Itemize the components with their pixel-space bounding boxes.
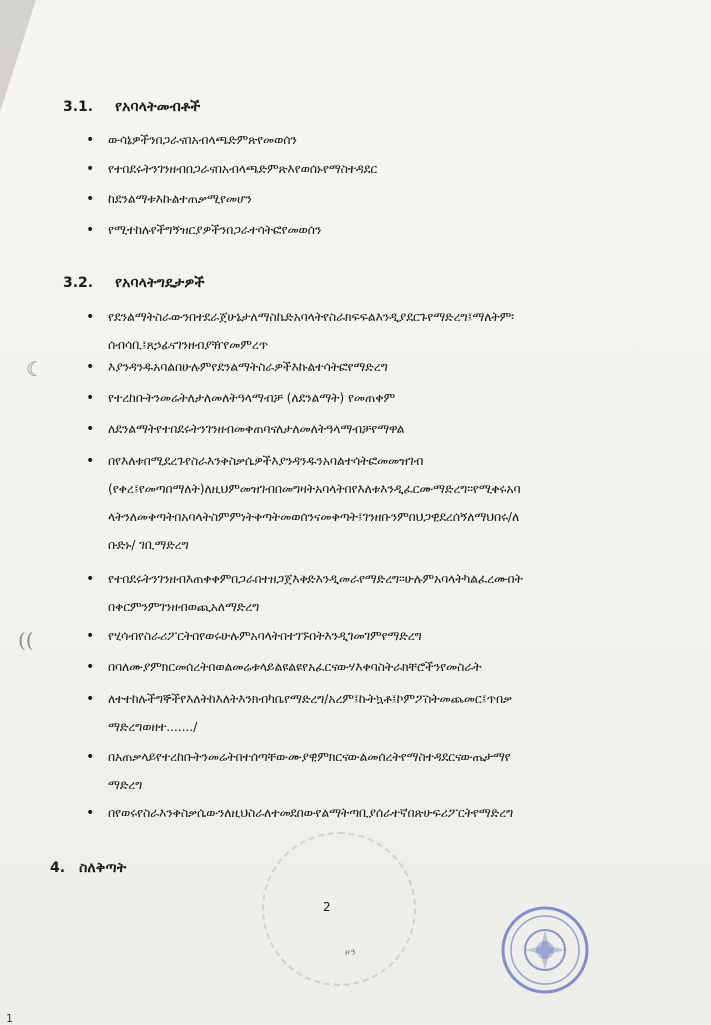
duties-list-item — [108, 303, 648, 359]
section-3-1-heading — [63, 99, 200, 115]
duties-list-item-line: • በየወሩየስራእንቅስቃሴውንለዚህስራለተመደበውየልማትጣቢያሰራተኛበጽሁፍሪፖርትየማድረግ — [108, 805, 514, 820]
section-number: 4. — [50, 860, 66, 876]
duties-list-item-line: • የሂሳብየስራሪፖርትበየወሩሁሉምአባላትበተገኙበትእንዲገመገምየማድረግ — [108, 628, 422, 643]
duties-list-item-line: • በአጠቃላይየተረከቡትንመሬትበተሰጣቸውሙያዊምክርናውልመሰረትየማስተዳደርናውጤታማየ — [108, 749, 511, 764]
faint-stamp — [262, 832, 416, 986]
section-number: 3.1. — [63, 99, 94, 115]
duties-list-item — [108, 447, 648, 559]
duties-list-item-line: • በባለሙያምክርመሰረትበወልመሬቱላይልዩልዩየአፈርናውሃእቀባስትራክቸሮችንየመስራት — [108, 659, 482, 674]
rights-list-item: • ውሳኔዎችንበጋራናበአብላጫድምጽየመወሰን — [108, 126, 648, 154]
faint-stamp-text: ዞን — [345, 948, 357, 958]
duties-list-item-line: • ለደንልማትየተበደሩትንገንዘብመቀጠባናለታለመለትዓላማብቻየማዋል — [108, 421, 405, 436]
duties-list-item — [108, 622, 648, 650]
duties-list-item-line: ማድረግ — [108, 777, 143, 792]
section-number: 3.2. — [63, 275, 94, 291]
duties-list-item — [108, 799, 648, 827]
duties-list-item-line: • የተበደሩትንገንዘብእጠቀቀምበጋራበተዘጋጀእቅድእንዲመራየማድረግ።ሁሉምአባላትካልፈረሙበት — [108, 571, 523, 586]
duties-list-item-line: ላትንለመቅጣትበአባላትስምምነትቅጣትመወሰንናመቅጣት፤ገንዘቡንምበህጋዊደረሰኝለማህበሩ/ለ — [108, 509, 520, 524]
margin-mark: ☾ — [26, 357, 44, 381]
margin-mark: (( — [18, 628, 34, 652]
rights-list-item: • የተበደሩትንገንዘብበጋራናበአብላጫድምጽእየወሰኑየማስተዳደር — [108, 155, 648, 183]
section-3-2-heading — [63, 275, 205, 291]
duties-list-item-line: በቀርምንምገንዘብወጪአለማድረግ — [108, 599, 260, 614]
section-title: የአባላትግዴታዎች — [115, 275, 205, 291]
rights-list-item: • የሚተከሉየችግኝዝርያዎችንበጋራተሳትፎየመወሰን — [108, 216, 648, 244]
section-title: የአባላትመብቶች — [115, 99, 201, 115]
duties-list-item-line: • የደንልማትስራውንበተደራጀሁኔታለማስኬድአባላትየስራክፍፍልእንዲያደርጉየማድረግ፤ማለትም፡ — [108, 309, 514, 324]
duties-list-item — [108, 415, 648, 443]
duties-list-item-line: ማድረግወዘተ......./ — [108, 719, 198, 734]
duties-list-item-line: • ለተተከሉችግኞችየእለትከእለትእንክብካቤየማድረግ/አረም፤ኩትኳቶ፤ኮምፖስትመጨመር፤ጥበቃ — [108, 691, 512, 706]
duties-list-item-line: • በየእለቱበሚደረጉየስራእንቅስቃሴዎችእያንዳንዱንአባልተሳትፎመመዝገብ — [108, 453, 424, 468]
duties-list-item-line: (የቀረ፤የመጣበማለት)ለዚህምመዝገብበመግዛትአባላትበየእለቱእንዲፈርሙማድረግ።የሚቀሩአባ — [108, 481, 521, 496]
duties-list-item — [108, 565, 648, 621]
duties-list-item — [108, 353, 648, 381]
rights-list-item: • ከደንልማቱእኩልተጠቃሚየመሆን — [108, 185, 648, 213]
page-corner-fold — [0, 0, 36, 112]
duties-list-item-line: ሰብሳቢ፤ጸኃፊናገንዘብያዥየመምረጥ — [108, 337, 268, 352]
duties-list-item-line: • እያንዳንዱአባልበሁሉምየደንልማትስራዎችእኩልተሳትፎየማድረግ — [108, 359, 388, 374]
duties-list-item-line: • የተረከቡትንመሬትለታለመለትዓላማብቻ (ለደንልማት) የመጠቀም — [108, 390, 395, 405]
duties-list-item — [108, 743, 648, 799]
footer-mark: 1 — [6, 1012, 13, 1025]
duties-list-item — [108, 653, 648, 681]
duties-list-item — [108, 685, 648, 741]
official-seal — [500, 905, 590, 995]
section-title: ስለቅጣት — [79, 860, 127, 876]
duties-list-item-line: ቡድኑ/ ገቢማድረግ — [108, 537, 189, 552]
section-4-heading — [50, 860, 126, 876]
page-number: 2 — [323, 900, 331, 914]
duties-list-item — [108, 384, 648, 412]
